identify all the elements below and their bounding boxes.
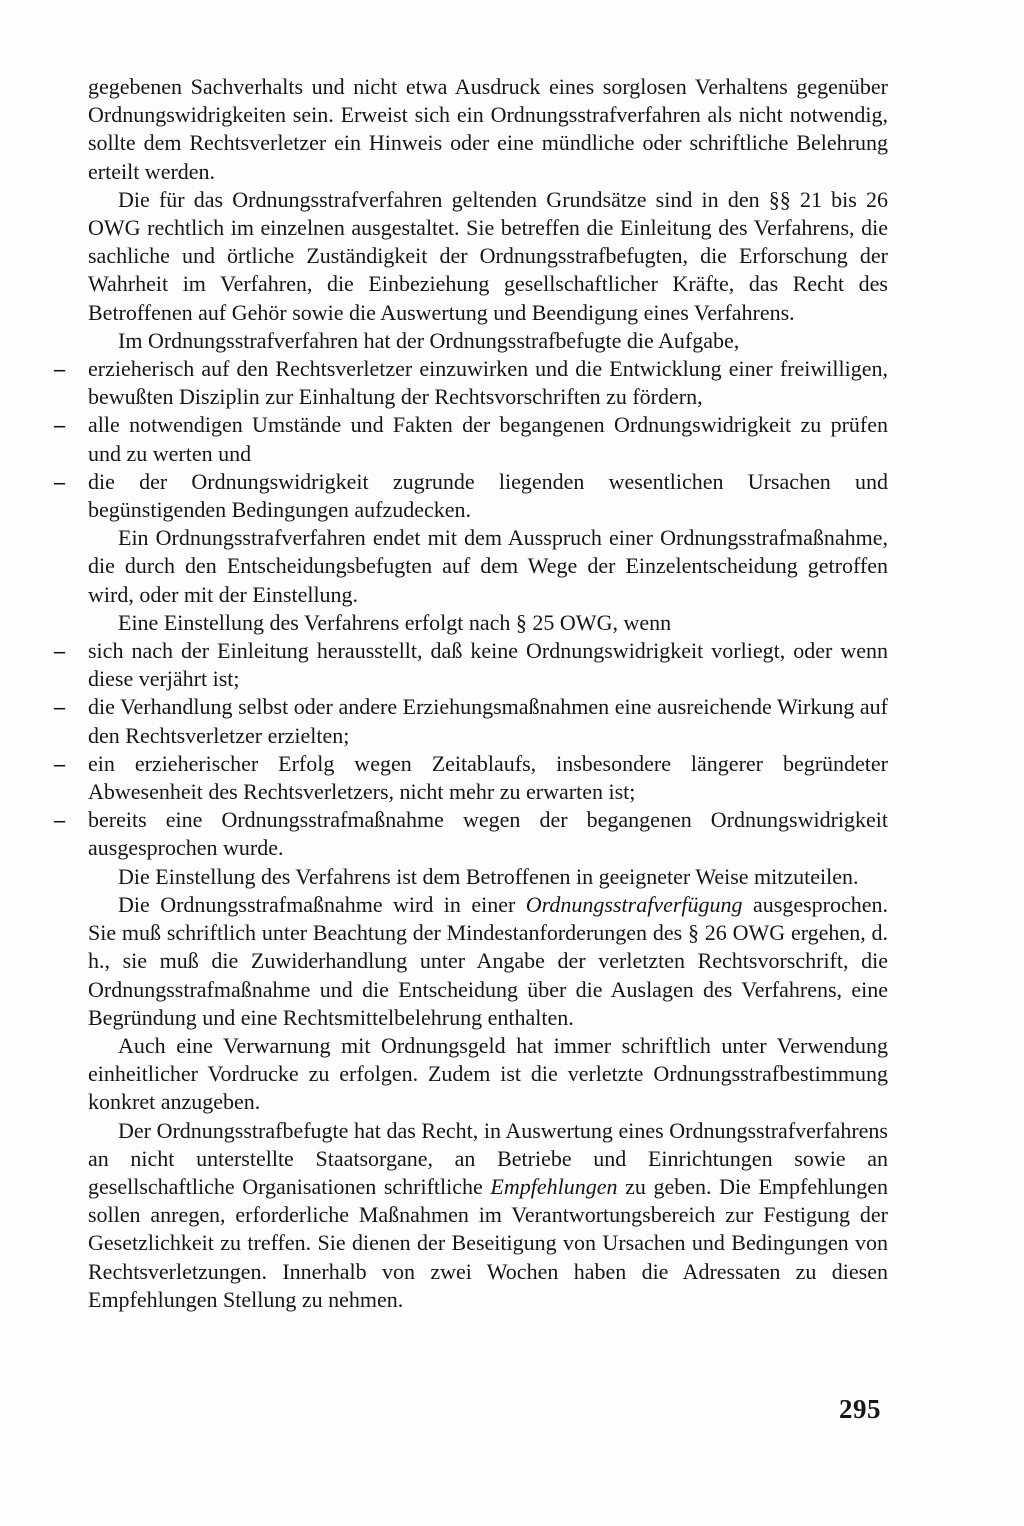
text-run: ausgesprochen. Sie muß schriftlich unter Beachtung der Mindestanforderungen des § 26 OWG ergehen, d. h., sie muß die Zuwiderhandlung unter Angabe der verletzten Rechtsvorschrift, die Ordnungsstrafmaßnahme und die Entscheidung über die Auslagen des Verfahrens, eine Begründung und eine Rechtsmittelbelehrung enthalten. — [88, 891, 888, 1030]
paragraph-procedure-end: Ein Ordnungsstrafverfahren endet mit dem Ausspruch einer Ordnungsstrafmaßnahme, die durch den Entscheidungsbefugten auf dem Wege der Einzelentscheidung getroffen wird, oder mit der Einstellung. — [88, 525, 888, 607]
list-item: – alle notwendigen Umstände und Fakten der begangenen Ordnungswidrigkeit zu prüfen und zu werten und — [88, 411, 888, 467]
paragraph-termination-notice: Die Einstellung des Verfahrens ist dem Betroffenen in geeigneter Weise mitzuteilen. — [118, 863, 859, 889]
list-item: – die Verhandlung selbst oder andere Erziehungsmaßnahmen eine ausreichende Wirkung auf den Rechtsverletzer erzielten; — [88, 693, 888, 749]
paragraph-tasks-intro: Im Ordnungsstrafverfahren hat der Ordnungsstrafbefugte die Aufgabe, — [118, 327, 740, 353]
list-item: – bereits eine Ordnungsstrafmaßnahme wegen der begangenen Ordnungswidrigkeit ausgesprochen wurde. — [88, 806, 888, 862]
paragraph-recommendations — [88, 1117, 888, 1314]
emphasis-term: Empfehlungen — [490, 1173, 618, 1199]
emphasis-term: Ordnungsstrafverfügung — [525, 891, 743, 917]
list-item: – erzieherisch auf den Rechtsverletzer einzuwirken und die Entwicklung einer freiwilligen, bewußten Disziplin zur Einhaltung der Rechtsvorschriften zu fördern, — [88, 355, 888, 411]
termination-list — [88, 637, 888, 863]
paragraph-penalty-order — [88, 891, 888, 1032]
paragraph-continuation: gegebenen Sachverhalts und nicht etwa Ausdruck eines sorglosen Verhaltens gegenüber Ordnungswidrigkeiten sein. Erweist sich ein Ordnungsstrafverfahren als nicht notwendig, sollte dem Rechtsverletzer ein Hinweis oder eine mündliche oder schriftliche Belehrung erteilt werden. — [88, 74, 888, 184]
paragraph-warning: Auch eine Verwarnung mit Ordnungsgeld hat immer schriftlich unter Verwendung einheitlicher Vordrucke zu erfolgen. Zudem ist die verletzte Ordnungsstrafbestimmung konkret anzugeben. — [88, 1032, 888, 1115]
paragraph-principles: Die für das Ordnungsstrafverfahren geltenden Grundsätze sind in den §§ 21 bis 26 OWG rechtlich im einzelnen ausgestaltet. Sie betreffen die Einleitung des Verfahrens, die sachliche und örtliche Zuständigkeit der Ordnungsstrafbefugten, die Erforschung der Wahrheit im Verfahren, die Einbeziehung gesellschaftlicher Kräfte, das Recht des Betroffenen auf Gehör sowie die Auswertung und Beendigung eines Verfahrens. — [88, 186, 888, 325]
list-item: – sich nach der Einleitung herausstellt, daß keine Ordnungswidrigkeit vorliegt, oder wenn diese verjährt ist; — [88, 637, 888, 693]
text-run: Der Ordnungsstrafbefugte hat das Recht, in Auswertung eines Ordnungsstrafverfahrens an nicht unterstellte Staatsorgane, an Betriebe und Einrichtungen sowie an gesellschaftliche Organisationen schriftliche — [88, 1117, 888, 1199]
page-body — [88, 73, 888, 1314]
tasks-list — [88, 355, 888, 524]
list-item: – die der Ordnungswidrigkeit zugrunde liegenden wesentlichen Ursachen und begünstigenden Bedingungen aufzudecken. — [88, 468, 888, 524]
text-run: zu geben. Die Empfehlungen sollen anregen, erforderliche Maßnahmen im Verantwortungsbereich zur Festigung der Gesetzlichkeit zu treffen. Sie dienen der Beseitigung von Ursachen und Bedingungen von Rechtsverletzungen. Innerhalb von zwei Wochen haben die Adressaten zu diesen Empfehlungen Stellung zu nehmen. — [88, 1173, 888, 1312]
text-run: Die Ordnungsstrafmaßnahme wird in einer — [118, 891, 526, 917]
list-item: – ein erzieherischer Erfolg wegen Zeitablaufs, insbesondere längerer begründeter Abwesenheit des Rechtsverletzers, nicht mehr zu erwarten ist; — [88, 750, 888, 806]
paragraph-termination-intro: Eine Einstellung des Verfahrens erfolgt nach § 25 OWG, wenn — [118, 609, 672, 635]
page-number: 295 — [839, 1394, 881, 1424]
